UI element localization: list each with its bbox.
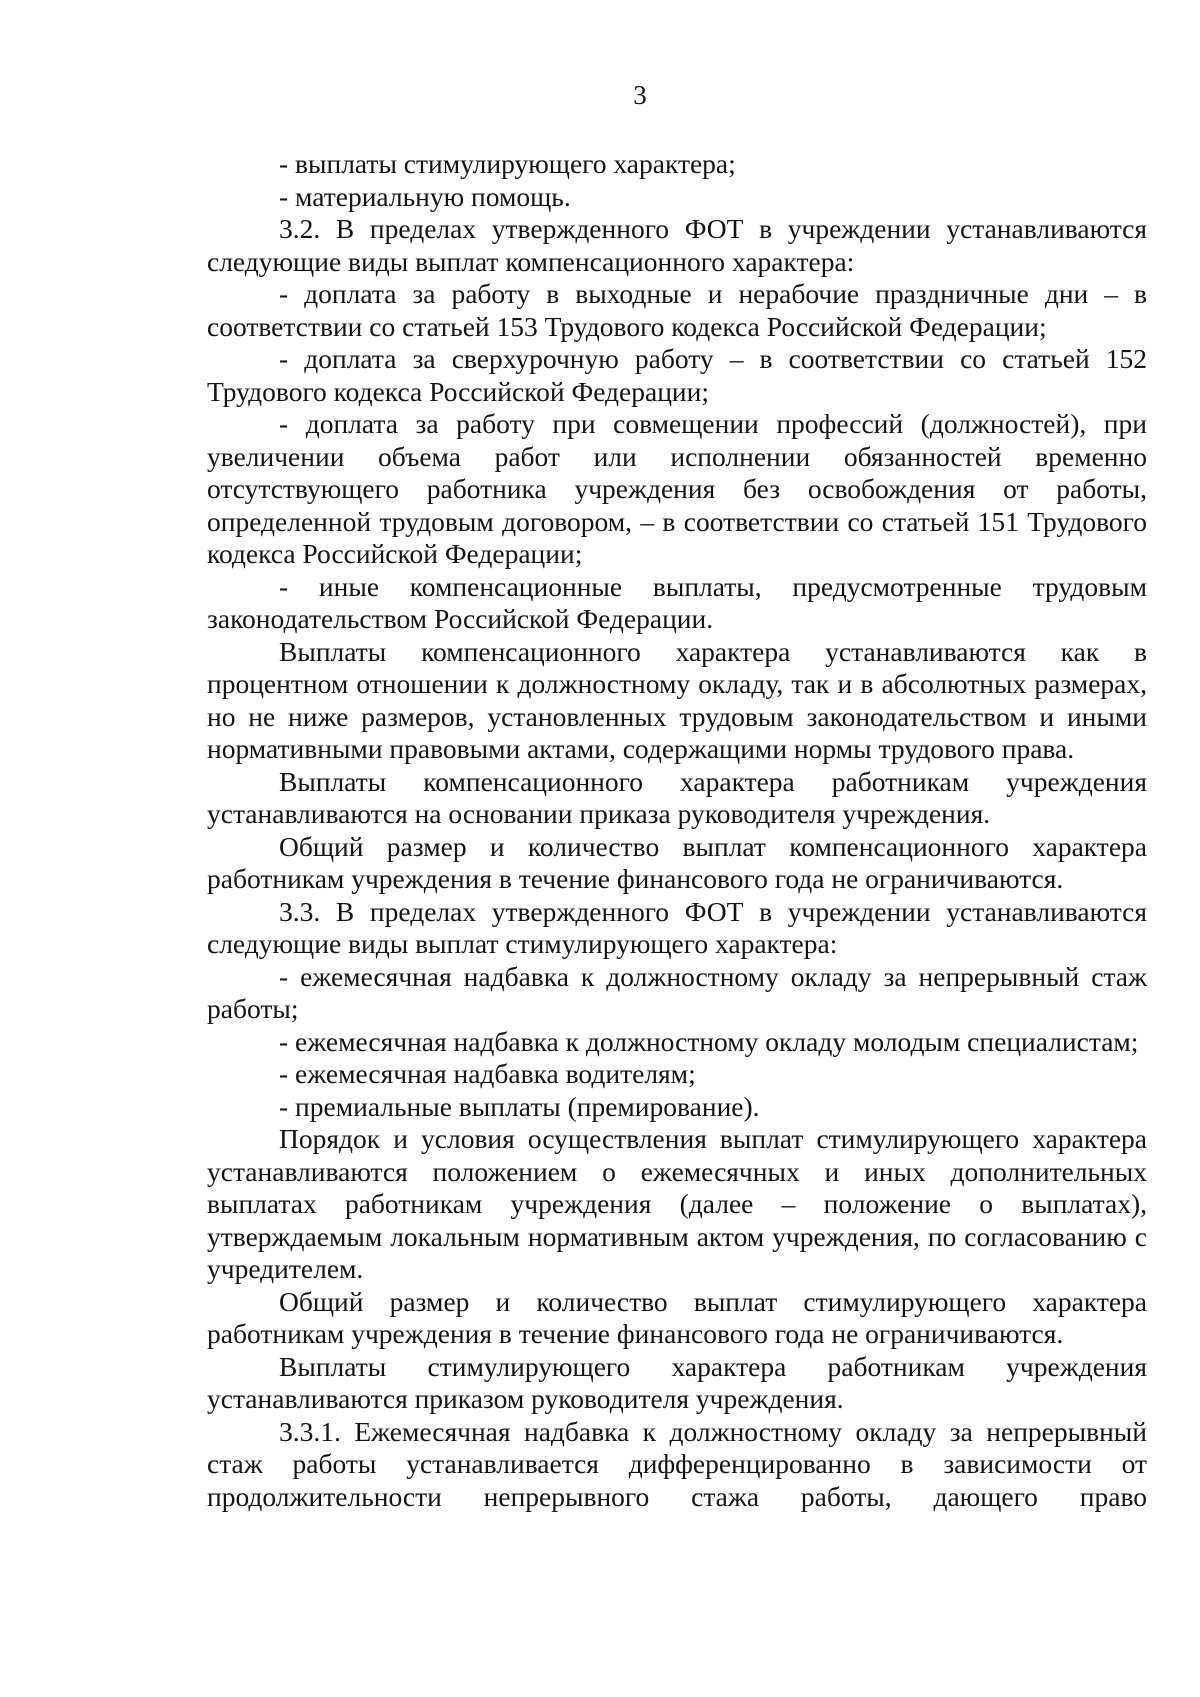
paragraph: - иные компенсационные выплаты, предусмотренные трудовым законодательством Российской Федерации. — [207, 570, 1147, 634]
paragraph: - доплата за работу в выходные и нерабочие праздничные дни – в соответствии со статьей 153 Трудового кодекса Российской Федерации; — [207, 278, 1147, 342]
document-body — [207, 148, 1147, 1513]
paragraph: - доплата за работу при совмещении профессий (должностей), при увеличении объема работ или исполнении обязанностей временно отсутствующего работника учреждения без освобождения от работы, определенной трудовым договором, – в соответствии со статьей 151 Трудового кодекса Российской Федерации; — [207, 408, 1147, 569]
paragraph: 3.2. В пределах утвержденного ФОТ в учреждении устанавливаются следующие виды выплат компенсационного характера: — [207, 213, 1147, 277]
paragraph: Выплаты стимулирующего характера работникам учреждения устанавливаются приказом руководителя учреждения. — [207, 1350, 1147, 1414]
paragraph: - премиальные выплаты (премирование). — [279, 1090, 760, 1122]
paragraph: - ежемесячная надбавка водителям; — [279, 1058, 696, 1089]
paragraph: - материальную помощь. — [279, 180, 571, 212]
paragraph: - ежемесячная надбавка к должностному окладу за непрерывный стаж работы; — [207, 960, 1147, 1024]
paragraph: 3.3.1. Ежемесячная надбавка к должностному окладу за непрерывный стаж работы устанавливается дифференцированно в зависимости от продолжительности непрерывного стажа работы, дающего право — [207, 1415, 1147, 1512]
paragraph: - выплаты стимулирующего характера; — [279, 148, 736, 179]
paragraph: - ежемесячная надбавка к должностному окладу молодым специалистам; — [279, 1025, 1139, 1057]
paragraph: Выплаты компенсационного характера устанавливаются как в процентном отношении к должностному окладу, так и в абсолютных размерах, но не ниже размеров, установленных трудовым законодательством и иными нормативными правовыми актами, содержащими нормы трудового права. — [207, 635, 1147, 764]
paragraph: Общий размер и количество выплат стимулирующего характера работникам учреждения в течение финансового года не ограничиваются. — [207, 1285, 1147, 1349]
paragraph: Общий размер и количество выплат компенсационного характера работникам учреждения в течение финансового года не ограничиваются. — [207, 830, 1147, 894]
paragraph: Выплаты компенсационного характера работникам учреждения устанавливаются на основании приказа руководителя учреждения. — [207, 765, 1147, 829]
paragraph: - доплата за сверхурочную работу – в соответствии со статьей 152 Трудового кодекса Российской Федерации; — [207, 343, 1147, 407]
paragraph: Порядок и условия осуществления выплат стимулирующего характера устанавливаются положением о ежемесячных и иных дополнительных выплатах работникам учреждения (далее – положение о выплатах), утверждаемым локальным нормативным актом учреждения, по согласованию с учредителем. — [207, 1123, 1147, 1284]
page-number: 3 — [633, 80, 647, 110]
paragraph: 3.3. В пределах утвержденного ФОТ в учреждении устанавливаются следующие виды выплат стимулирующего характера: — [207, 895, 1147, 959]
